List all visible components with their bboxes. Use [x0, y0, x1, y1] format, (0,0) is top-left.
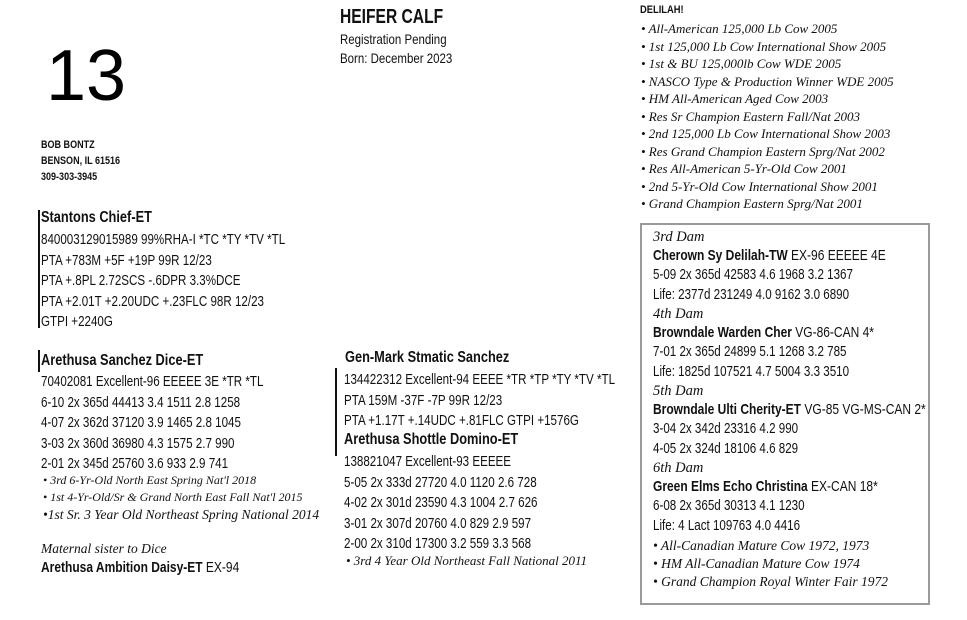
lot-number: 13	[46, 36, 127, 116]
ancestry-list	[653, 228, 926, 591]
second-sire-name: Gen-Mark Stmatic Sanchez	[345, 349, 510, 366]
dam-record: 6-10 2x 365d 44413 3.4 1511 2.8 1258	[41, 394, 241, 411]
sire-line: PTA +783M +5F +19P 99R 12/23	[41, 252, 212, 269]
honor-item: • 1st & BU 125,000lb Cow WDE 2005	[641, 56, 842, 71]
ancestor-record: 5-09 2x 365d 42583 4.6 1968 3.2 1367	[653, 267, 853, 283]
ancestor-name: Browndale Ulti Cherity-ET VG-85 VG-MS-CAN 2*	[653, 401, 926, 418]
dam-record: 2-01 2x 345d 25760 3.6 933 2.9 741	[41, 456, 229, 472]
dam-generation-label: 4th Dam	[653, 306, 704, 322]
owner-block	[41, 137, 120, 185]
dam-record: 3-03 2x 360d 36980 4.3 1575 2.7 990	[41, 435, 235, 452]
ancestor-record: Life: 4 Lact 109763 4.0 4416	[653, 517, 801, 534]
dam-bracket	[38, 350, 40, 372]
ancestor-honor: • HM All-Canadian Mature Cow 1974	[653, 556, 860, 571]
honor-item: • 2nd 125,000 Lb Cow International Show 2003	[641, 126, 891, 141]
owner-phone: 309-303-3945	[41, 171, 98, 183]
dam-line: 70402081 Excellent-96 EEEEE 3E *TR *TL	[41, 374, 264, 390]
ancestor-record: 4-05 2x 324d 18106 4.6 829	[653, 440, 799, 457]
ancestor-honor: • All-Canadian Mature Cow 1972, 1973	[653, 538, 870, 553]
ancestor-record: Life: 1825d 107521 4.7 5004 3.3 3510	[653, 363, 850, 380]
ancestor-record: 6-08 2x 365d 30313 4.1 1230	[653, 498, 805, 514]
sire-info	[41, 230, 285, 333]
ancestor-record: 7-01 2x 365d 24899 5.1 1268 3.2 785	[653, 344, 847, 360]
honors-list	[641, 20, 894, 213]
maternal-sister	[41, 559, 239, 576]
dam-record: 4-07 2x 362d 37120 3.9 1465 2.8 1045	[41, 415, 241, 431]
honor-item: • Res All-American 5-Yr-Old Cow 2001	[641, 161, 847, 176]
dam-honors	[43, 472, 319, 523]
honor-item: • Res Grand Champion Eastern Sprg/Nat 2002	[641, 143, 885, 159]
second-sire-line: PTA 159M -37F -7P 99R 12/23	[344, 392, 503, 409]
second-sire-line: 134422312 Excellent-94 EEEE *TR *TP *TY *TV *TL	[344, 372, 616, 388]
second-dam-line: 138821047 Excellent-93 EEEEE	[344, 454, 512, 470]
owner-city: BENSON, IL 61516	[41, 155, 121, 167]
second-sire-line: PTA +1.17T +.14UDC +.81FLC GTPI +1576G	[344, 413, 579, 429]
dam-generation-label: 6th Dam	[653, 460, 704, 476]
sire-name: Stantons Chief-ET	[41, 209, 152, 226]
dam-name: Arethusa Sanchez Dice-ET	[41, 352, 204, 369]
page-title: HEIFER CALF	[340, 6, 444, 28]
honor-item: • Grand Champion Eastern Sprg/Nat 2001	[641, 196, 863, 211]
registration-status: Registration Pending	[340, 31, 447, 47]
dam-honor: •1st Sr. 3 Year Old Northeast Spring National 2014	[43, 507, 320, 522]
sire-bracket	[38, 210, 40, 328]
ancestor-honors	[653, 537, 923, 591]
honors-title: DELILAH!	[640, 4, 684, 16]
dam-honor: • 3rd 6-Yr-Old North East Spring Nat'l 2018	[43, 473, 257, 487]
dam-generation-label: 5th Dam	[653, 383, 704, 399]
second-dam-record: 2-00 2x 310d 17300 3.2 559 3.3 568	[344, 536, 532, 552]
dam-info	[41, 372, 263, 475]
second-sire-info	[344, 370, 615, 432]
honor-item: • 2nd 5-Yr-Old Cow International Show 2001	[641, 178, 878, 194]
sire-line: GTPI +2240G	[41, 314, 113, 330]
honor-item: • Res Sr Champion Eastern Fall/Nat 2003	[641, 108, 861, 124]
ancestor-record: 3-04 2x 342d 23316 4.2 990	[653, 421, 799, 437]
dam-honor: • 1st 4-Yr-Old/Sr & Grand North East Fall Nat'l 2015	[43, 490, 303, 504]
second-dam-honor: • 3rd 4 Year Old Northeast Fall National 2011	[346, 553, 587, 568]
second-sire-bracket	[335, 368, 337, 456]
birth-date: Born: December 2023	[340, 50, 453, 66]
ancestor-record: Life: 2377d 231249 4.0 9162 3.0 6890	[653, 286, 850, 303]
maternal-sister-label: Maternal sister to Dice	[41, 541, 167, 556]
maternal-sister-classification: EX-94	[202, 559, 240, 576]
second-dam-record: 5-05 2x 333d 27720 4.0 1120 2.6 728	[344, 474, 537, 491]
second-dam-info	[344, 452, 538, 555]
honor-item: • 1st 125,000 Lb Cow International Show 2005	[641, 38, 887, 54]
ancestor-name: Cherown Sy Delilah-TW EX-96 EEEEE 4E	[653, 247, 886, 264]
second-dam-record: 3-01 2x 307d 20760 4.0 829 2.9 597	[344, 515, 532, 532]
honor-item: • NASCO Type & Production Winner WDE 2005	[641, 73, 894, 89]
sire-line: PTA +2.01T +2.20UDC +.23FLC 98R 12/23	[41, 293, 265, 310]
dam-generation-label: 3rd Dam	[653, 229, 705, 245]
ancestor-name: Green Elms Echo Christina EX-CAN 18*	[653, 478, 878, 495]
sire-line: PTA +.8PL 2.72SCS -.6DPR 3.3%DCE	[41, 273, 241, 289]
second-dam-name: Arethusa Shottle Domino-ET	[344, 431, 519, 448]
second-dam-record: 4-02 2x 301d 23590 4.3 1004 2.7 626	[344, 495, 538, 511]
owner-name: BOB BONTZ	[41, 139, 95, 151]
honor-item: • HM All-American Aged Cow 2003	[641, 91, 829, 106]
honor-item: • All-American 125,000 Lb Cow 2005	[641, 21, 838, 36]
maternal-sister-name: Arethusa Ambition Daisy-ET	[41, 559, 203, 576]
ancestor-name: Browndale Warden Cher VG-86-CAN 4*	[653, 324, 874, 341]
sire-line: 840003129015989 99%RHA-I *TC *TY *TV *TL	[41, 232, 286, 248]
ancestor-honor: • Grand Champion Royal Winter Fair 1972	[653, 574, 888, 589]
